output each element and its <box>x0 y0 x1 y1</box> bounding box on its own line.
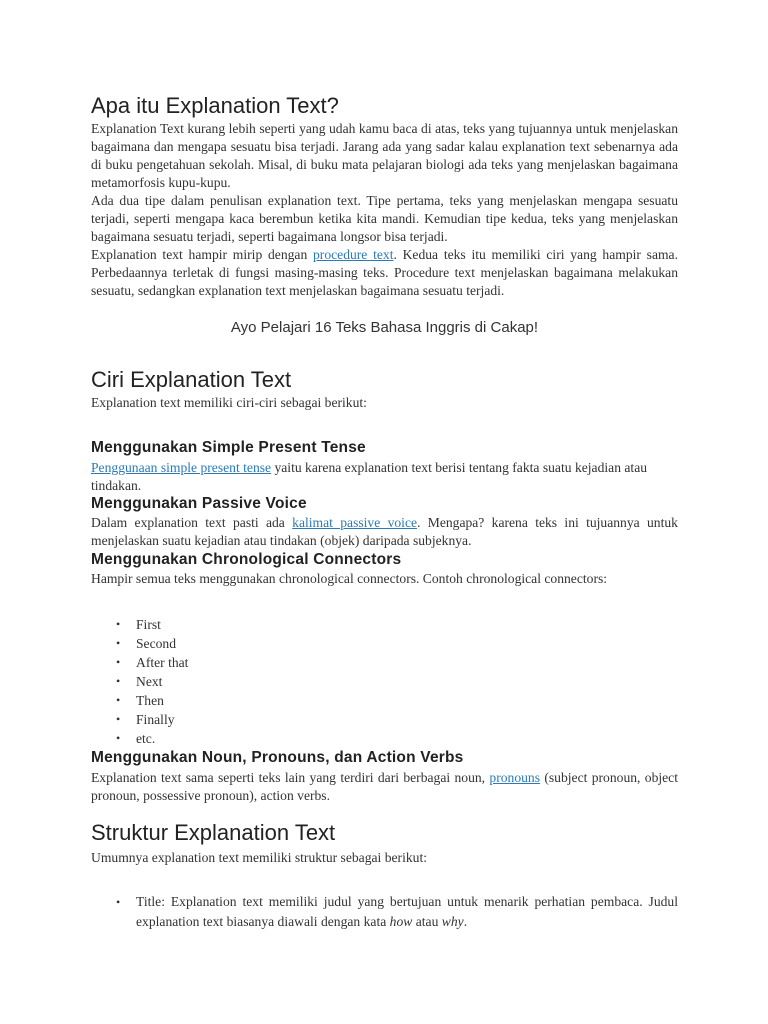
section-title-apa-itu: Apa itu Explanation Text? <box>91 93 339 118</box>
struktur-period: . <box>463 914 468 929</box>
pronouns-text-after: (subject pronoun, object pronoun, possessive pronoun), action verbs. <box>91 770 678 803</box>
struktur-intro: Umumnya explanation text memiliki struktur sebagai berikut: <box>91 850 427 865</box>
struktur-atau: atau <box>412 914 442 929</box>
comparison-text-before: Explanation text hampir mirip dengan <box>91 247 313 262</box>
section-title-ciri: Ciri Explanation Text <box>91 367 292 392</box>
subheading-passive-voice: Menggunakan Passive Voice <box>91 495 307 512</box>
pronouns-text-before: Explanation text sama seperti teks lain yang terdiri dari berbagai noun, <box>91 770 490 785</box>
list-item-label: Second <box>136 636 177 651</box>
bullet-icon: • <box>116 636 121 650</box>
paragraph-definition: Explanation Text kurang lebih seperti yang udah kamu baca di atas, teks yang tujuannya untuk menjelaskan bagaimana dan mengapa sesuatu bisa terjadi. Jarang ada yang sadar kalau explanation text sebenarnya ada di buku pengetahuan sekolah. Misal, di buku mata pelajaran biologi ada teks yang menjelaskan bagaimana metamorfosis kupu-kupu. <box>91 121 678 190</box>
paragraph-noun-pronouns <box>91 769 678 805</box>
keyword-why: why <box>441 914 464 929</box>
simple-present-link[interactable]: Penggunaan simple present tense <box>91 460 272 475</box>
pronouns-link[interactable]: pronouns <box>489 770 541 785</box>
procedure-text-link[interactable]: procedure text <box>313 247 394 262</box>
list-item-label: Then <box>136 693 164 708</box>
paragraph-comparison <box>91 246 678 300</box>
list-item <box>91 892 678 932</box>
subheading-chronological: Menggunakan Chronological Connectors <box>91 551 402 568</box>
subheading-simple-present: Menggunakan Simple Present Tense <box>91 439 366 456</box>
list-item <box>91 729 188 748</box>
list-item <box>91 710 188 729</box>
list-item-label: After that <box>136 655 189 670</box>
connectors-list <box>91 615 188 748</box>
list-item <box>91 653 188 672</box>
paragraph-passive-voice <box>91 514 678 550</box>
paragraph-simple-present <box>91 459 678 495</box>
comparison-text-after: . Kedua teks itu memiliki ciri yang hampir sama. Perbedaannya terletak di fungsi masing-masing teks. Procedure text menjelaskan bagaimana melakukan sesuatu, sedangkan explanation text menjelaskan bagaimana sesuatu terjadi. <box>91 247 678 298</box>
list-item-label: Finally <box>136 712 175 727</box>
list-item-label: etc. <box>136 731 156 746</box>
struktur-title-text: Title: Explanation text memiliki judul yang bertujuan untuk menarik perhatian pembaca. Judul explanation text biasanya diawali dengan kata <box>136 894 678 929</box>
bullet-icon: • <box>116 895 121 909</box>
passive-voice-link[interactable]: kalimat passive voice <box>292 515 418 530</box>
passive-text-before: Dalam explanation text pasti ada <box>91 515 293 530</box>
bullet-icon: • <box>116 655 121 669</box>
list-item <box>91 615 188 634</box>
paragraph-types: Ada dua tipe dalam penulisan explanation text. Tipe pertama, teks yang menjelaskan mengapa sesuatu terjadi, seperti mengapa kaca berembun ketika kita mandi. Kemudian tipe kedua, teks yang menjelaskan bagaimana sesuatu terjadi, seperti bagaimana longsor bisa terjadi. <box>91 193 678 244</box>
paragraph-chronological: Hampir semua teks menggunakan chronological connectors. Contoh chronological connectors: <box>91 571 608 586</box>
bullet-icon: • <box>116 731 121 745</box>
list-item <box>91 634 188 653</box>
list-item-label: Next <box>136 674 163 689</box>
bullet-icon: • <box>116 617 121 631</box>
bullet-icon: • <box>116 693 121 707</box>
list-item <box>91 691 188 710</box>
struktur-list <box>91 892 678 932</box>
bullet-icon: • <box>116 674 121 688</box>
keyword-how: how <box>389 914 413 929</box>
section-title-struktur: Struktur Explanation Text <box>91 820 336 845</box>
simple-present-text: yaitu karena explanation text berisi tentang fakta suatu kejadian atau tindakan. <box>91 460 648 493</box>
list-item <box>91 672 188 691</box>
ciri-intro: Explanation text memiliki ciri-ciri sebagai berikut: <box>91 395 367 410</box>
passive-text-after: . Mengapa? karena teks ini tujuannya untuk menjelaskan suatu kejadian atau tindakan (objek) daripada subjeknya. <box>91 515 678 548</box>
bullet-icon: • <box>116 712 121 726</box>
list-item-label: First <box>136 617 161 632</box>
subheading-noun-pronouns: Menggunakan Noun, Pronouns, dan Action Verbs <box>91 749 464 766</box>
promo-link[interactable]: Ayo Pelajari 16 Teks Bahasa Inggris di Cakap! <box>230 319 539 336</box>
